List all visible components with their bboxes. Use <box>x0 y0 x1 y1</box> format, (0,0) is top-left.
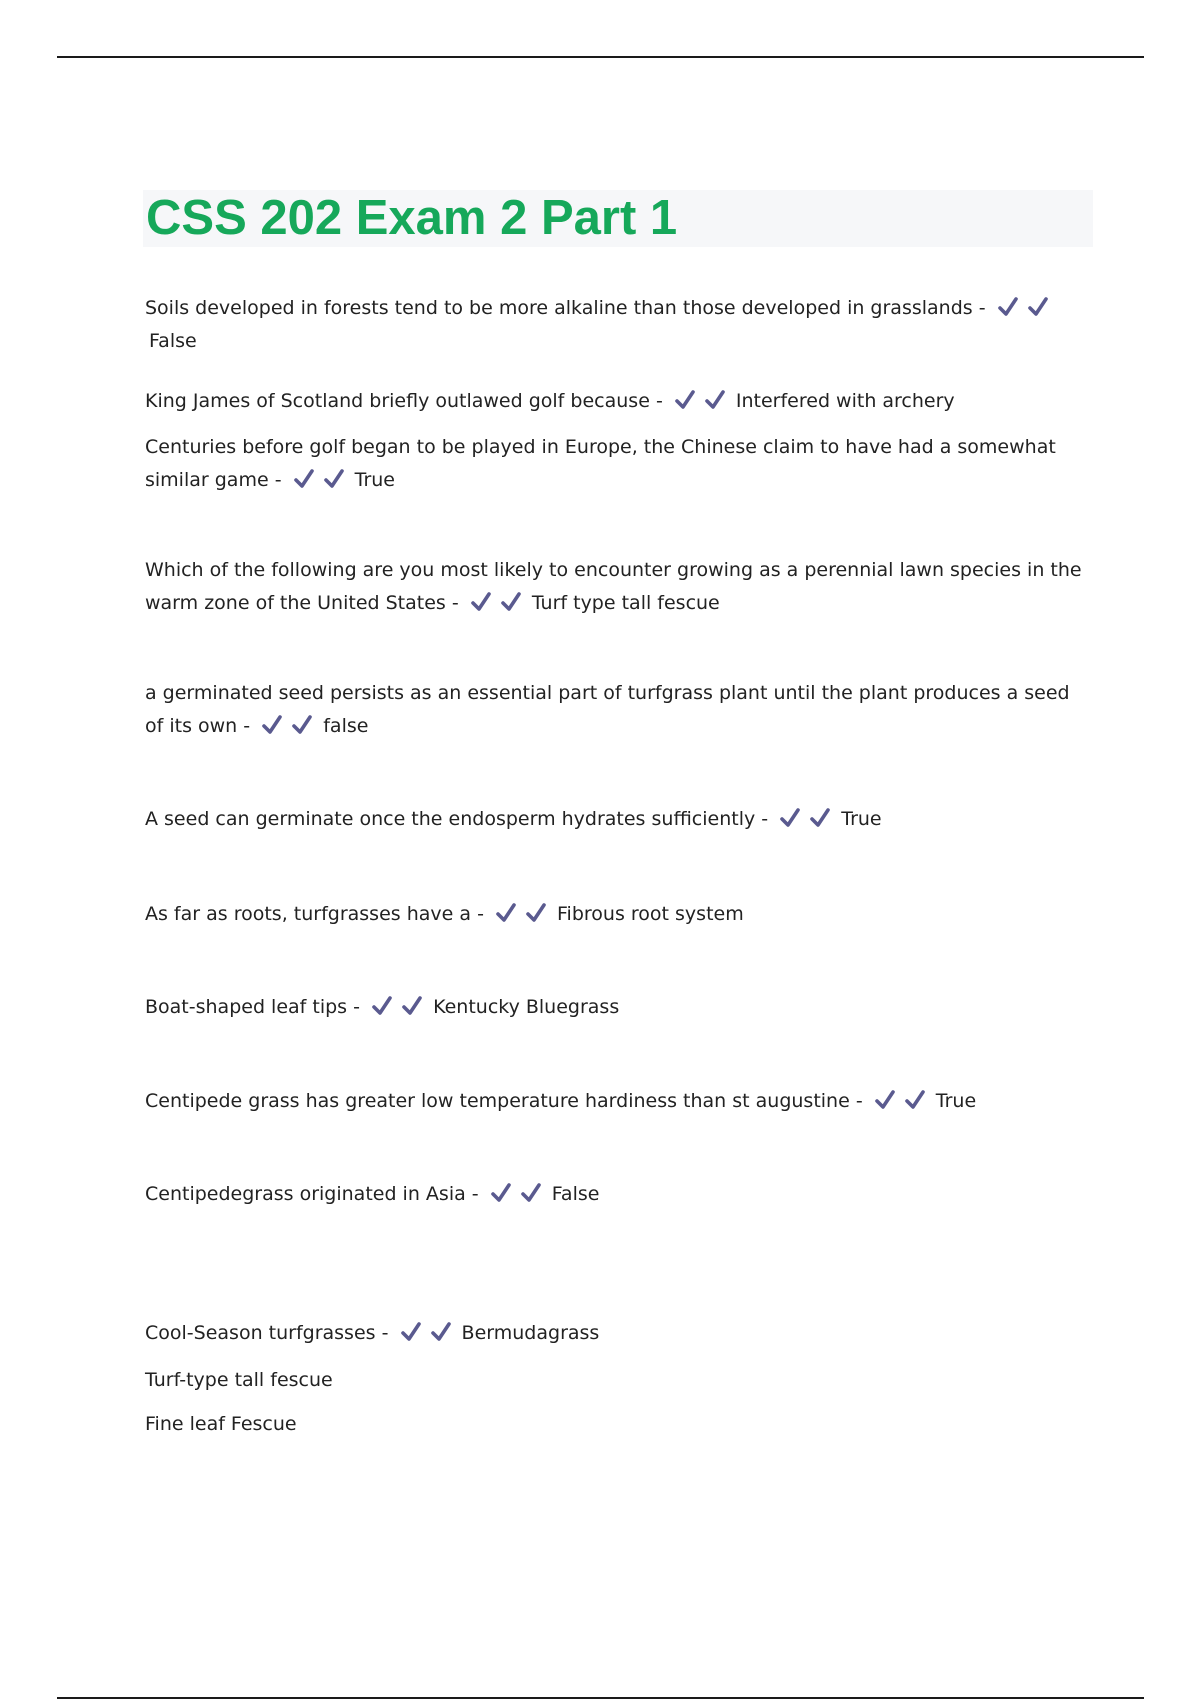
question-text: Boat-shaped leaf tips <box>145 996 348 1018</box>
check-mark-icon <box>809 807 831 829</box>
question-text: Centipede grass has greater low temperature hardiness than st augustine <box>145 1090 850 1112</box>
question-text: King James of Scotland briefly outlawed golf because <box>145 390 650 412</box>
question-text: A seed can germinate once the endosperm hydrates sufficiently <box>145 808 756 830</box>
check-mark-icon <box>904 1089 926 1111</box>
check-mark-icon <box>323 468 345 490</box>
check-mark-icon <box>470 591 492 613</box>
top-rule <box>57 56 1144 58</box>
qa-item <box>145 1178 1090 1211</box>
check-mark-icon <box>430 1321 452 1343</box>
separator: - <box>477 903 484 925</box>
qa-item <box>145 292 1090 358</box>
question-text: Cool-Season turfgrasses <box>145 1322 376 1344</box>
answer-text: True <box>841 808 882 830</box>
check-mark-icon <box>500 591 522 613</box>
check-mark-icon <box>1027 296 1049 318</box>
separator: - <box>471 1183 479 1205</box>
check-mark-icon <box>293 468 315 490</box>
answer-text: False <box>551 1183 600 1205</box>
check-mark-icon <box>704 389 726 411</box>
separator: - <box>274 469 282 491</box>
answer-text: False <box>149 330 197 352</box>
question-text: a germinated seed persists as an essential part of turfgrass plant until the plant produces a seed of its own <box>145 682 1070 737</box>
check-mark-icon <box>674 389 696 411</box>
check-mark-icon <box>371 995 393 1017</box>
qa-item <box>145 898 1090 931</box>
qa-item <box>145 385 1090 418</box>
answer-extra-line: Turf-type tall fescue <box>145 1369 333 1391</box>
bottom-rule <box>57 1697 1144 1699</box>
answer-text: Kentucky Bluegrass <box>433 996 620 1018</box>
separator: - <box>855 1090 863 1112</box>
check-mark-icon <box>490 1182 512 1204</box>
check-mark-icon <box>779 807 801 829</box>
separator: - <box>978 297 986 319</box>
page-title: CSS 202 Exam 2 Part 1 <box>146 191 678 245</box>
qa-item <box>145 991 1090 1024</box>
check-mark-icon <box>261 714 283 736</box>
separator: - <box>655 390 663 412</box>
separator: - <box>243 715 251 737</box>
qa-item <box>145 431 1090 497</box>
question-text: Centuries before golf began to be played in Europe, the Chinese claim to have had a somewhat similar game <box>145 436 1056 491</box>
qa-item <box>145 554 1090 620</box>
answer-text: Interfered with archery <box>735 390 955 412</box>
question-text: Which of the following are you most likely to encounter growing as a perennial lawn species in the warm zone of the United States <box>145 559 1082 614</box>
check-mark-icon <box>997 296 1019 318</box>
check-mark-icon <box>495 902 517 924</box>
question-text: Soils developed in forests tend to be more alkaline than those developed in grasslands <box>145 297 973 319</box>
question-text: As far as roots, turfgrasses have a <box>145 903 472 925</box>
check-mark-icon <box>874 1089 896 1111</box>
answer-text: True <box>935 1090 977 1112</box>
separator: - <box>353 996 360 1018</box>
check-mark-icon <box>401 995 423 1017</box>
qa-item <box>145 1317 1090 1350</box>
check-mark-icon <box>400 1321 422 1343</box>
answer-text: Fibrous root system <box>557 903 744 925</box>
question-text: Centipedegrass originated in Asia <box>145 1183 466 1205</box>
answer-text: Turf type tall fescue <box>531 592 720 614</box>
check-mark-icon <box>520 1182 542 1204</box>
separator: - <box>381 1322 389 1344</box>
check-mark-icon <box>525 902 547 924</box>
qa-item <box>145 1085 1090 1118</box>
separator: - <box>451 592 459 614</box>
answer-extra-line: Fine leaf Fescue <box>145 1413 297 1435</box>
check-mark-icon <box>291 714 313 736</box>
qa-item <box>145 677 1090 743</box>
answer-text: Bermudagrass <box>461 1322 600 1344</box>
answer-text: false <box>323 715 369 737</box>
separator: - <box>761 808 769 830</box>
qa-item <box>145 803 1090 836</box>
answer-text: True <box>354 469 395 491</box>
